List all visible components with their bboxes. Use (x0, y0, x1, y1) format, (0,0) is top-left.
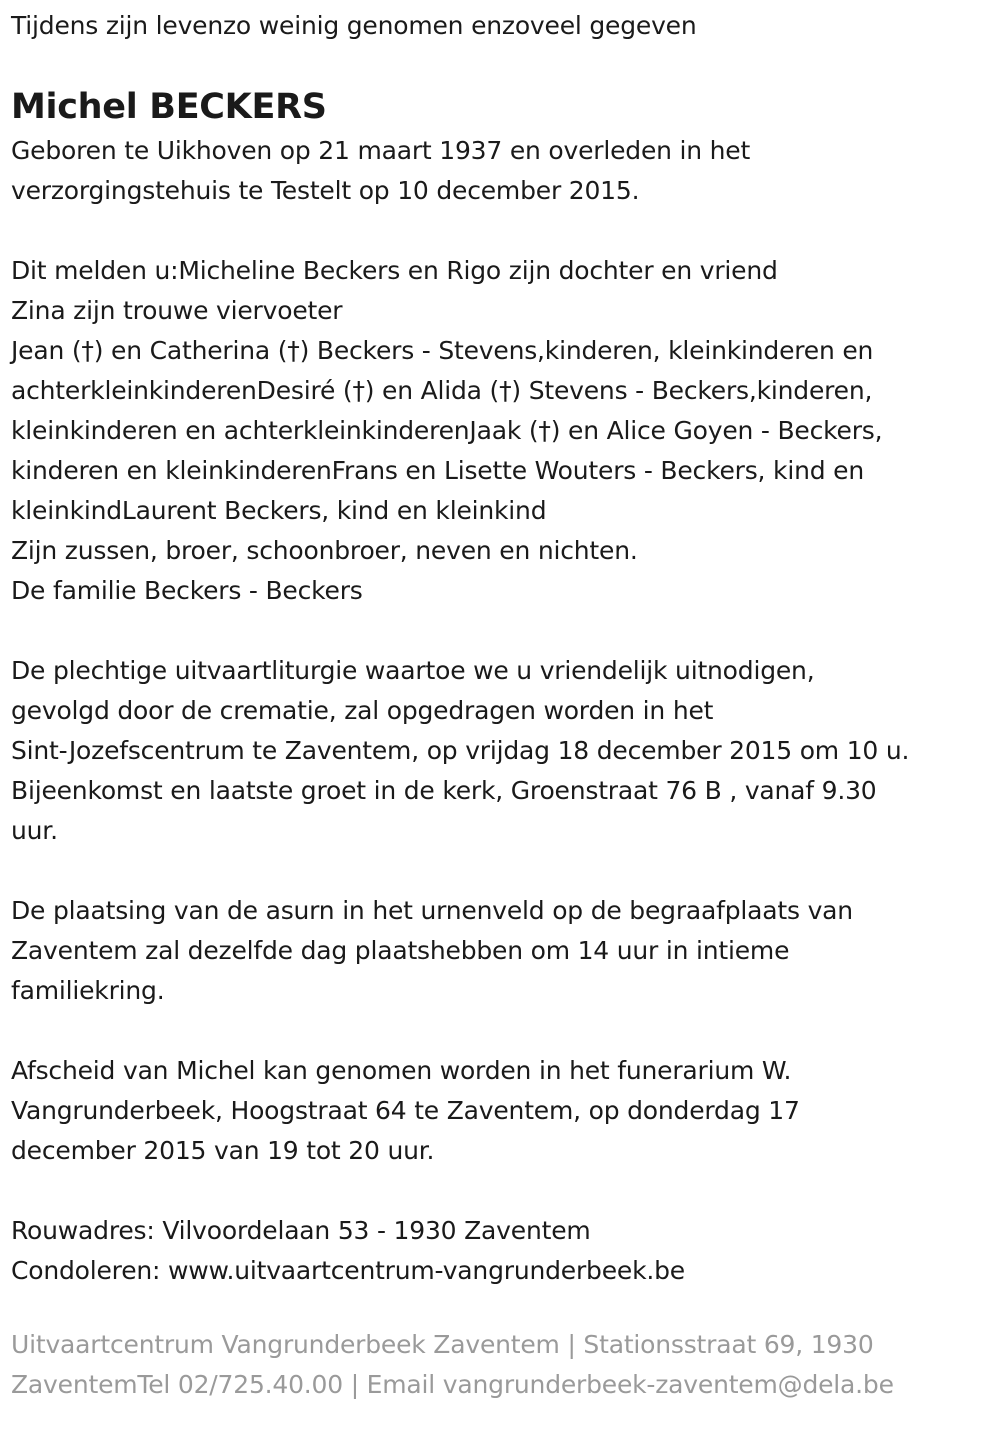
farewell-line: Afscheid van Michel kan genomen worden in het funerarium W. (11, 1056, 792, 1085)
condolences-link[interactable]: Condoleren: www.uitvaartcentrum-vangrunderbeek.be (11, 1256, 685, 1285)
paragraph-spacer (11, 611, 990, 651)
announcement-line: Dit melden u:Micheline Beckers en Rigo zijn dochter en vriend (11, 256, 778, 285)
liturgy-line: De plechtige uitvaartliturgie waartoe we u vriendelijk uitnodigen, (11, 656, 815, 685)
contact-block (11, 1211, 990, 1291)
urn-placement-line: De plaatsing van de asurn in het urnenveld op de begraafplaats van (11, 896, 853, 925)
paragraph-spacer (11, 211, 990, 251)
liturgy-line: Sint-Jozefscentrum te Zaventem, op vrijdag 18 december 2015 om 10 u. (11, 736, 910, 765)
urn-placement-line: Zaventem zal dezelfde dag plaatshebben om 14 uur in intieme (11, 936, 790, 965)
urn-placement-line: familiekring. (11, 976, 165, 1005)
urn-placement-paragraph (11, 891, 990, 1011)
announcement-line: achterkleinkinderenDesiré (†) en Alida (†) Stevens - Beckers,kinderen, (11, 376, 873, 405)
farewell-line: Vangrunderbeek, Hoogstraat 64 te Zaventem, op donderdag 17 (11, 1096, 800, 1125)
announcement-line: kleinkinderen en achterkleinkinderenJaak (†) en Alice Goyen - Beckers, (11, 416, 883, 445)
announcement-line: kleinkindLaurent Beckers, kind en kleinkind (11, 496, 547, 525)
farewell-line: december 2015 van 19 tot 20 uur. (11, 1136, 435, 1165)
birth-death-paragraph (11, 131, 990, 211)
announcement-paragraph (11, 251, 990, 611)
paragraph-spacer (11, 1011, 990, 1051)
deceased-name: Michel BECKERS (11, 87, 327, 127)
birth-death-line: verzorgingstehuis te Testelt op 10 december 2015. (11, 176, 640, 205)
funeral-home-footer (11, 1325, 990, 1405)
farewell-paragraph (11, 1051, 990, 1171)
paragraph-spacer (11, 851, 990, 891)
liturgy-line: uur. (11, 816, 58, 845)
paragraph-spacer (11, 1171, 990, 1211)
motto-text: Tijdens zijn levenzo weinig genomen enzoveel gegeven (11, 11, 697, 40)
liturgy-line: Bijeenkomst en laatste groet in de kerk, Groenstraat 76 B , vanaf 9.30 (11, 776, 877, 805)
liturgy-line: gevolgd door de crematie, zal opgedragen worden in het (11, 696, 714, 725)
footer-line: Uitvaartcentrum Vangrunderbeek Zaventem | Stationsstraat 69, 1930 (11, 1330, 874, 1359)
mourning-address: Rouwadres: Vilvoordelaan 53 - 1930 Zaventem (11, 1216, 591, 1245)
liturgy-paragraph (11, 651, 990, 851)
birth-death-line: Geboren te Uikhoven op 21 maart 1937 en overleden in het (11, 136, 751, 165)
footer-line: ZaventemTel 02/725.40.00 | Email vangrunderbeek-zaventem@dela.be (11, 1370, 894, 1399)
announcement-line: kinderen en kleinkinderenFrans en Lisette Wouters - Beckers, kind en (11, 456, 864, 485)
announcement-line: Zijn zussen, broer, schoonbroer, neven en nichten. (11, 536, 638, 565)
announcement-line: De familie Beckers - Beckers (11, 576, 363, 605)
announcement-line: Zina zijn trouwe viervoeter (11, 296, 343, 325)
announcement-line: Jean (†) en Catherina (†) Beckers - Stevens,kinderen, kleinkinderen en (11, 336, 874, 365)
